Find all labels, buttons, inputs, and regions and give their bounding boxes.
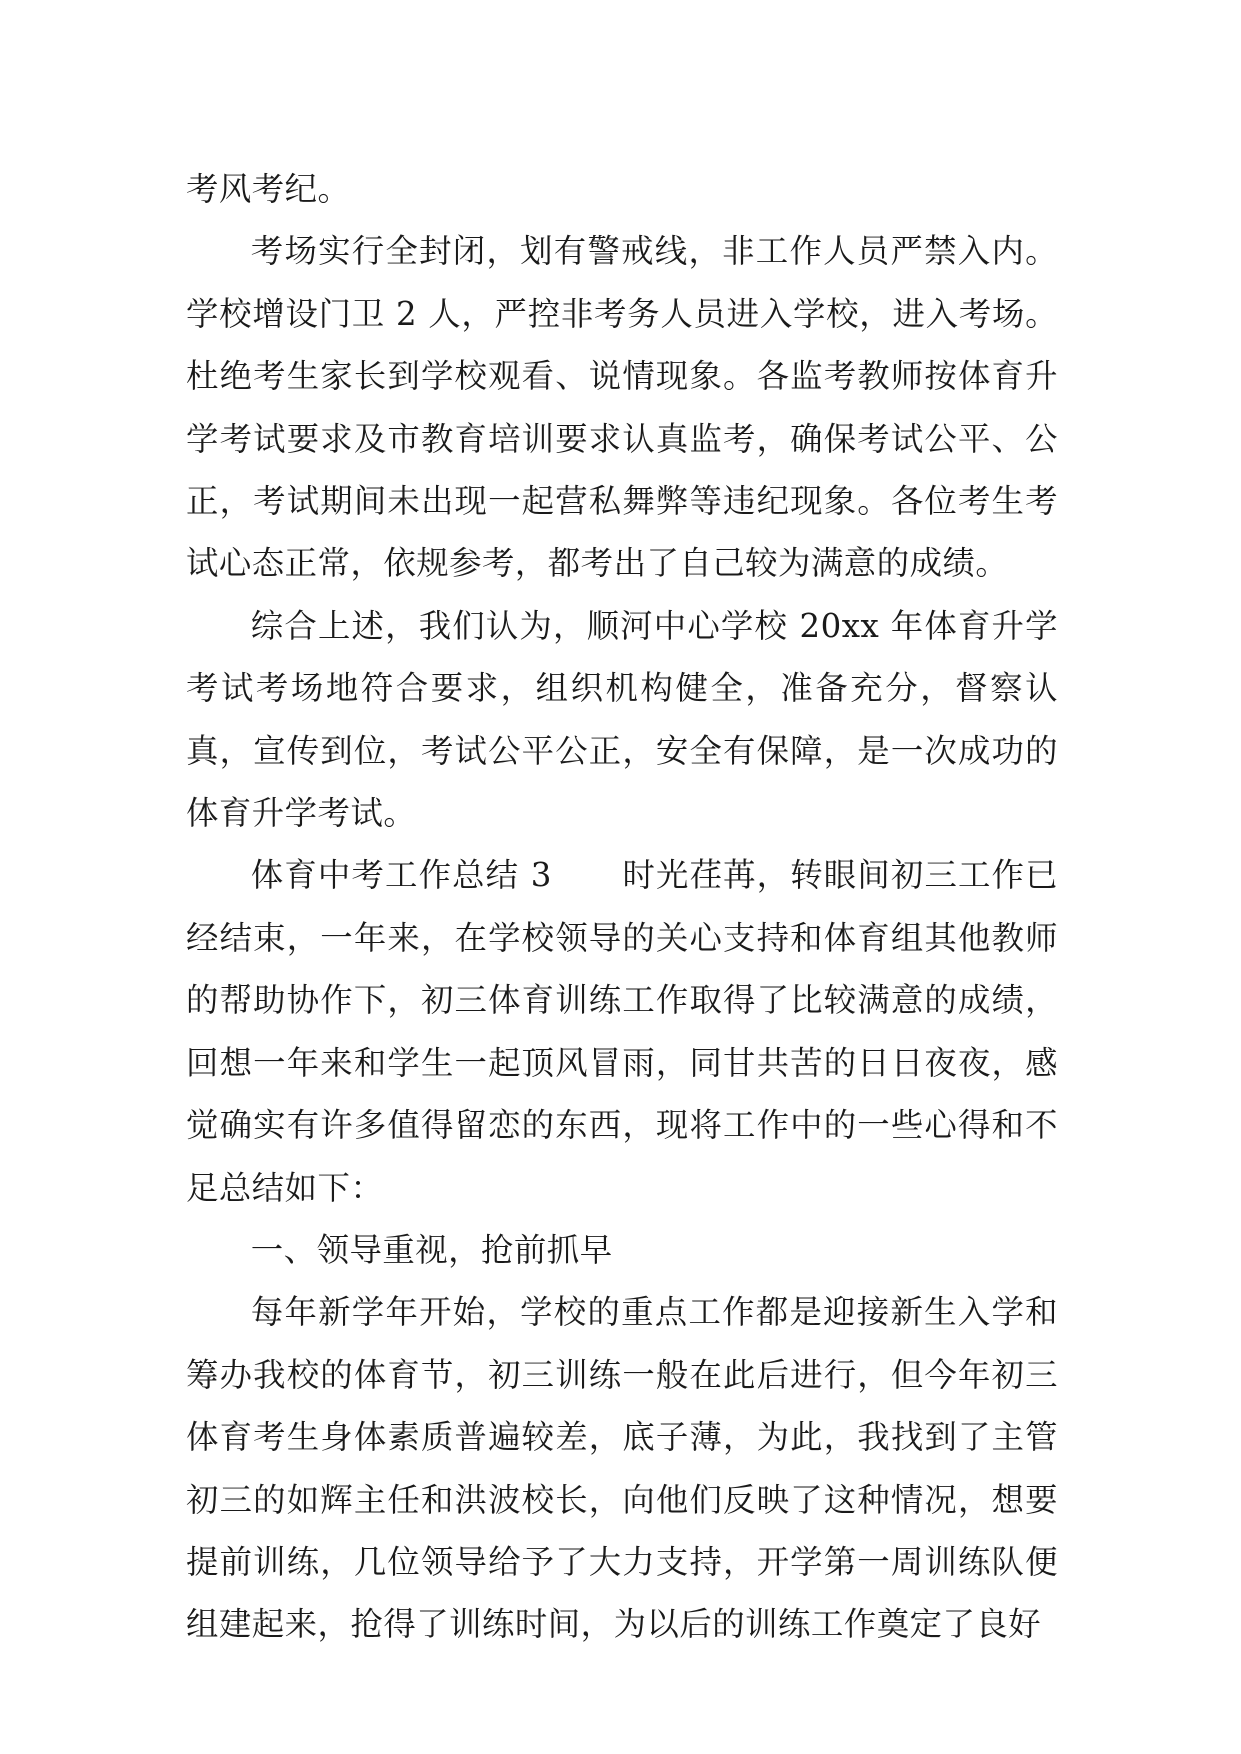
paragraph-1: 考风考纪。 bbox=[186, 170, 351, 208]
paragraph-4-text: 时光荏苒，转眼间初三工作已经结束，一年来，在学校领导的关心支持和体育组其他教师的帮助协作下，初三体育训练工作取得了比较满意的成绩，回想一年来和学生一起顶风冒雨，同甘共苦的日日夜夜，感觉确实有许多值得留恋的东西，现将工作中的一些心得和不足总结如下： bbox=[186, 856, 1058, 1207]
section-heading: 体育中考工作总结 3 bbox=[250, 856, 552, 895]
subheading-1: 一、领导重视，抢前抓早 bbox=[250, 1230, 613, 1269]
paragraph-2: 考场实行全封闭，划有警戒线，非工作人员严禁入内。学校增设门卫 2 人，严控非考务人员进入学校，进入考场。杜绝考生家长到学校观看、说情现象。各监考教师按体育升学考试要求及市教育培训要求认真监考，确保考试公平、公正，考试期间未出现一起营私舞弊等违纪现象。各位考生考试心态正常，依规参考，都考出了自己较为满意的成绩。 bbox=[186, 232, 1058, 583]
paragraph-3: 综合上述，我们认为，顺河中心学校 20xx 年体育升学考试考场地符合要求，组织机构健全，准备充分，督察认真，宣传到位，考试公平公正，安全有保障，是一次成功的体育升学考试。 bbox=[186, 606, 1058, 833]
paragraph-4 bbox=[186, 844, 1058, 1218]
document-body bbox=[186, 158, 1058, 1656]
paragraph-6: 每年新学年开始，学校的重点工作都是迎接新生入学和筹办我校的体育节，初三训练一般在此后进行，但今年初三体育考生身体素质普遍较差，底子薄，为此，我找到了主管初三的如辉主任和洪波校长，向他们反映了这种情况，想要提前训练，几位领导给予了大力支持，开学第一周训练队便组建起来，抢得了训练时间，为以后的训练工作奠定了良好 bbox=[186, 1293, 1058, 1644]
